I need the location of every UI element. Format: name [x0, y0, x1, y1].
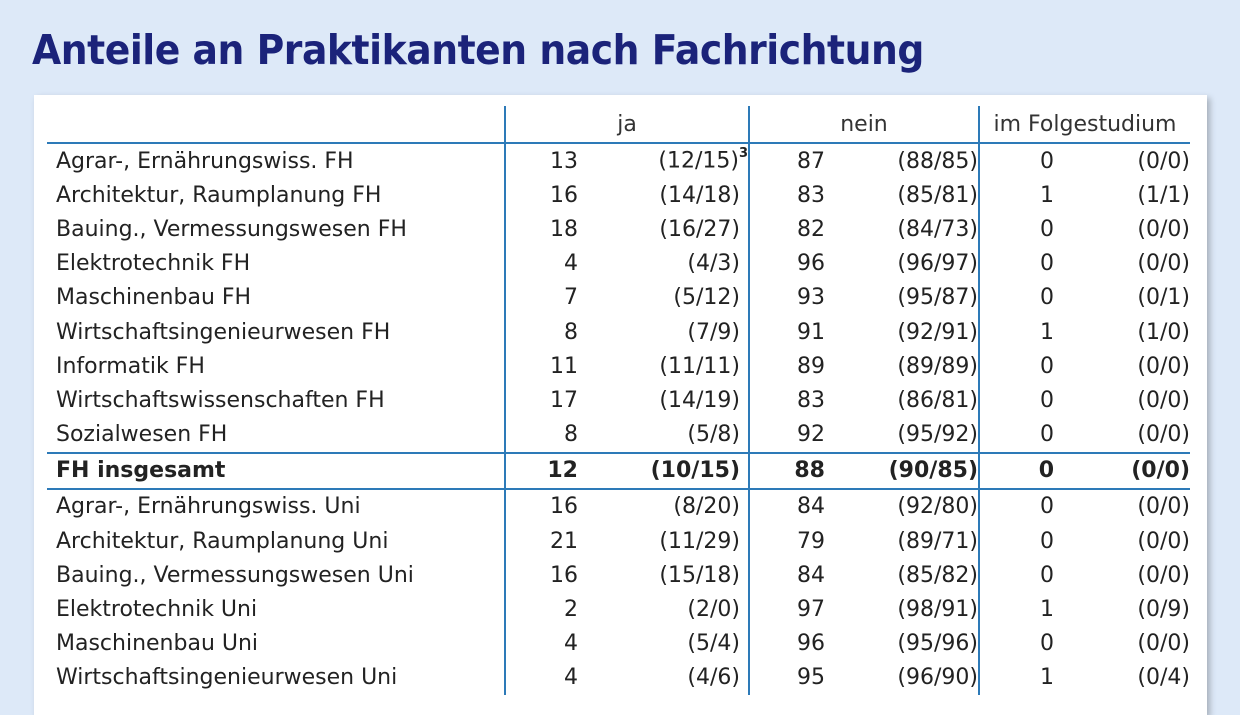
folge-value: 0: [979, 383, 1054, 417]
folge-range: (0/0): [1137, 353, 1190, 379]
row-label: Wirtschaftswissenschaften FH: [56, 387, 385, 413]
folge-value: 0: [979, 453, 1054, 489]
table-row: [47, 524, 1190, 558]
row-label: Agrar-, Ernährungswiss. Uni: [56, 494, 361, 520]
table-row: [47, 247, 1190, 281]
ja-value: 13: [505, 143, 578, 178]
ja-range: (10/15): [578, 453, 749, 489]
nein-range: (85/81): [897, 182, 978, 208]
folge-range: (0/0): [1137, 528, 1190, 554]
nein-range: (88/85): [897, 148, 978, 174]
table-row: [47, 281, 1190, 315]
row-label: Sozialwesen FH: [56, 422, 228, 448]
folge-range: (0/0): [1137, 494, 1190, 520]
table-row: [47, 212, 1190, 246]
row-label: Maschinenbau FH: [56, 285, 252, 311]
folge-value: 0: [979, 418, 1054, 453]
table-header-row: [47, 106, 1190, 143]
nein-value: 89: [749, 349, 825, 383]
ja-range: (15/18): [659, 562, 740, 588]
ja-value: 7: [505, 281, 578, 315]
nein-range: (89/71): [897, 528, 978, 554]
row-label: Agrar-, Ernährungswiss. FH: [56, 148, 354, 174]
row-label: Architektur, Raumplanung FH: [56, 182, 382, 208]
ja-value: 16: [505, 178, 578, 212]
table-row: [47, 315, 1190, 349]
nein-value: 83: [749, 178, 825, 212]
folge-range: (1/1): [1137, 182, 1190, 208]
folge-range: (0/0): [1137, 251, 1190, 277]
table-row: [47, 418, 1190, 453]
folge-value: 1: [979, 315, 1054, 349]
folge-range: (0/0): [1137, 387, 1190, 413]
folge-range: (0/4): [1137, 665, 1190, 691]
nein-range: (85/82): [897, 562, 978, 588]
nein-value: 96: [749, 627, 825, 661]
table-row: [47, 558, 1190, 592]
ja-value: 21: [505, 524, 578, 558]
ja-value: 4: [505, 661, 578, 695]
ja-range: (5/12): [673, 285, 740, 311]
table-row: [47, 143, 1190, 178]
row-label: Wirtschaftsingenieurwesen Uni: [56, 665, 398, 691]
ja-range: (5/4): [687, 631, 740, 657]
header-nein: nein: [749, 106, 979, 143]
nein-range: (89/89): [897, 353, 978, 379]
ja-range: (7/9): [687, 319, 740, 345]
row-label: Bauing., Vermessungswesen Uni: [56, 562, 414, 588]
table-row: [47, 661, 1190, 695]
ja-range: (5/8): [687, 422, 740, 448]
folge-value: 0: [979, 143, 1054, 178]
ja-value: 11: [505, 349, 578, 383]
nein-value: 82: [749, 212, 825, 246]
folge-range: (1/0): [1137, 319, 1190, 345]
folge-value: 0: [979, 489, 1054, 524]
folge-value: 1: [979, 592, 1054, 626]
nein-value: 92: [749, 418, 825, 453]
nein-range: (92/91): [897, 319, 978, 345]
nein-value: 96: [749, 247, 825, 281]
folge-value: 0: [979, 349, 1054, 383]
folge-range: (0/9): [1137, 597, 1190, 623]
row-label: FH insgesamt: [47, 453, 505, 489]
row-label: Elektrotechnik Uni: [56, 597, 258, 623]
ja-value: 4: [505, 247, 578, 281]
ja-range: (8/20): [673, 494, 740, 520]
row-label: Informatik FH: [56, 353, 205, 379]
ja-range: (16/27): [659, 216, 740, 242]
nein-value: 87: [749, 143, 825, 178]
row-label: Architektur, Raumplanung Uni: [56, 528, 389, 554]
ja-value: 17: [505, 383, 578, 417]
row-label: Wirtschaftsingenieurwesen FH: [56, 319, 391, 345]
table-body: [47, 143, 1190, 695]
folge-range: (0/1): [1137, 285, 1190, 311]
ja-range-text: (12/15): [658, 148, 739, 174]
row-label: Maschinenbau Uni: [56, 631, 259, 657]
nein-range: (86/81): [897, 387, 978, 413]
ja-value: 4: [505, 627, 578, 661]
ja-value: 18: [505, 212, 578, 246]
ja-range: (14/18): [659, 182, 740, 208]
folge-range: (0/0): [1137, 422, 1190, 448]
data-table: [47, 106, 1190, 695]
ja-range: (2/0): [687, 597, 740, 623]
header-empty: [47, 106, 505, 143]
folge-value: 1: [979, 178, 1054, 212]
table-row-total: [47, 453, 1190, 489]
ja-value: 16: [505, 489, 578, 524]
nein-value: 79: [749, 524, 825, 558]
folge-value: 0: [979, 627, 1054, 661]
ja-value: 12: [505, 453, 578, 489]
table-row: [47, 489, 1190, 524]
nein-range: (84/73): [897, 216, 978, 242]
ja-value: 8: [505, 315, 578, 349]
row-label: Bauing., Vermessungswesen FH: [56, 216, 407, 242]
folge-value: 0: [979, 524, 1054, 558]
folge-value: 0: [979, 558, 1054, 592]
page-title: Anteile an Praktikanten nach Fachrichtung: [32, 26, 924, 74]
ja-range: (4/6): [687, 665, 740, 691]
nein-range: (92/80): [897, 494, 978, 520]
nein-value: 84: [749, 489, 825, 524]
folge-range: (0/0): [1137, 148, 1190, 174]
ja-range: (11/29): [659, 528, 740, 554]
ja-value: 2: [505, 592, 578, 626]
nein-range: (95/87): [897, 285, 978, 311]
table-row: [47, 592, 1190, 626]
nein-range: (90/85): [825, 453, 979, 489]
nein-value: 83: [749, 383, 825, 417]
nein-value: 88: [749, 453, 825, 489]
ja-value: 16: [505, 558, 578, 592]
nein-range: (95/96): [897, 631, 978, 657]
ja-range: (4/3): [687, 251, 740, 277]
table-panel: [34, 95, 1207, 715]
nein-range: (96/97): [897, 251, 978, 277]
table-row: [47, 349, 1190, 383]
folge-range: (0/0): [1137, 216, 1190, 242]
ja-range: (14/19): [659, 387, 740, 413]
nein-value: 95: [749, 661, 825, 695]
folge-value: 0: [979, 212, 1054, 246]
table-row: [47, 178, 1190, 212]
nein-value: 84: [749, 558, 825, 592]
folge-value: 0: [979, 247, 1054, 281]
row-label: Elektrotechnik FH: [56, 251, 251, 277]
nein-value: 93: [749, 281, 825, 315]
nein-value: 91: [749, 315, 825, 349]
header-folgestudium: im Folgestudium: [979, 106, 1190, 143]
header-ja: ja: [505, 106, 749, 143]
table-row: [47, 383, 1190, 417]
table-row: [47, 627, 1190, 661]
folge-range: (0/0): [1137, 562, 1190, 588]
nein-value: 97: [749, 592, 825, 626]
folge-range: (0/0): [1054, 453, 1190, 489]
nein-range: (98/91): [897, 597, 978, 623]
folge-value: 1: [979, 661, 1054, 695]
ja-value: 8: [505, 418, 578, 453]
folge-value: 0: [979, 281, 1054, 315]
footnote-marker: 3: [738, 146, 748, 162]
nein-range: (96/90): [897, 665, 978, 691]
nein-range: (95/92): [897, 422, 978, 448]
ja-range: [578, 143, 749, 178]
ja-range: (11/11): [659, 353, 740, 379]
folge-range: (0/0): [1137, 631, 1190, 657]
